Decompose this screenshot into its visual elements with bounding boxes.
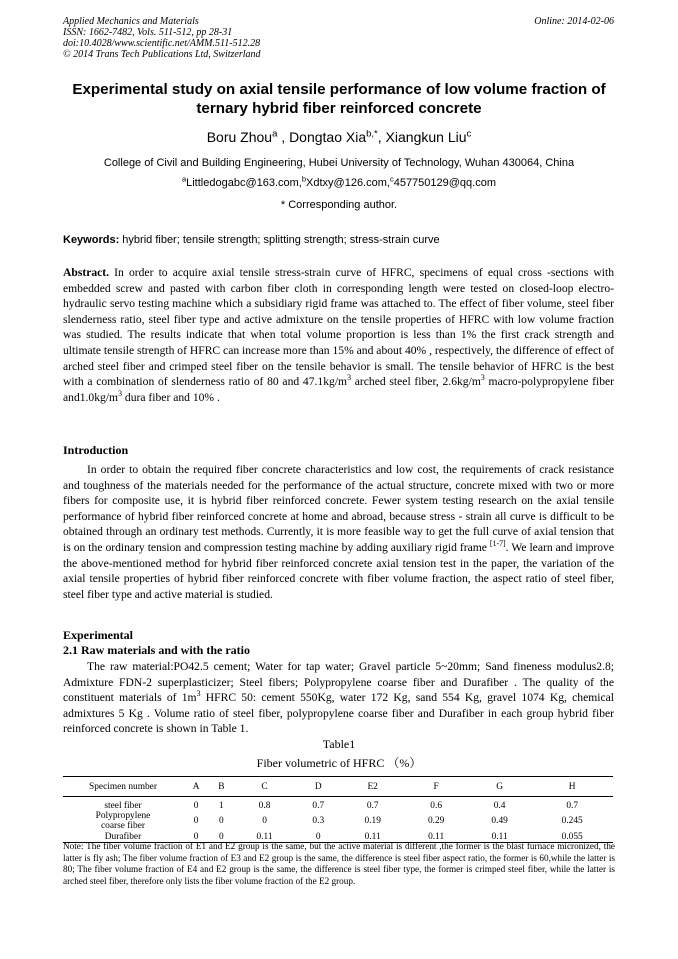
row-label: steel fiber	[104, 800, 142, 811]
superscript: 3	[196, 689, 201, 699]
table-cell: 0	[193, 831, 199, 842]
column-header: H	[568, 781, 576, 792]
citation: [1-7]	[489, 539, 506, 549]
email-superscript: a	[181, 174, 187, 184]
table-cell: 0.7	[566, 800, 579, 811]
abstract	[63, 265, 614, 405]
table-cell: 0.11	[364, 831, 381, 842]
table-cell: 0.11	[428, 831, 445, 842]
table-label: Table1	[322, 737, 356, 751]
table-cell: 0.11	[491, 831, 508, 842]
table-cell: 0.49	[491, 816, 508, 826]
keywords-text: hybrid fiber; tensile strength; splitting strength; stress-strain curve	[119, 234, 440, 246]
email-link[interactable]: 457750129@qq.com	[393, 177, 497, 189]
online-date: Online: 2014-02-06	[534, 16, 614, 27]
experimental-heading: Experimental	[63, 628, 133, 642]
experimental-text: The raw material:PO42.5 cement; Water for tap water; Gravel particle 5~20mm; Sand fineness modulus2.8; Admixture FDN-2 superplasticizer; Steel fibers; Polypropylene coarse fiber and Durafiber . The quality of the constituent materials of 1m	[63, 660, 614, 705]
experimental-paragraph	[63, 659, 614, 737]
table-cell: 0	[262, 816, 267, 826]
introduction-text: In order to obtain the required fiber concrete characteristics and low cost, the requirements of crack resistance and toughness of the materials needed for the performance of the actual structure, concrete mixed with two or more fibers for composite use, it is hybrid fiber reinforced concrete. Fewer system testing research on the axial tensile performance of hybrid fiber reinforced concrete at home and abroad, because stress - strain all curve is difficult to be obtained through an ordinary test methods. Currently, it is more feasible way to get the full curve of axial tension that is on the ordinary tension and compression testing machine by adding auxiliary rigid frame	[63, 463, 614, 554]
abstract-text: arched steel fiber, 2.6kg/m	[351, 375, 481, 389]
column-header: A	[192, 781, 200, 792]
author-superscript: b,*	[366, 128, 378, 140]
affiliation: College of Civil and Building Engineering, Hubei University of Technology, Wuhan 430064, China	[103, 157, 575, 169]
table-cell: 0.3	[312, 816, 325, 826]
paper-title: Experimental study on axial tensile performance of low volume fraction of ternary hybrid fiber reinforced concrete	[72, 81, 606, 117]
table-cell: 0	[193, 816, 199, 826]
author-name: Boru Zhou	[206, 129, 273, 145]
column-header: E2	[367, 781, 378, 792]
table-cell: 0	[193, 800, 199, 811]
row-label: Durafiber	[104, 831, 142, 842]
abstract-text: In order to acquire axial tensile stress-strain curve of HFRC, specimens of equal cross -sections with embedded screw and pasted with carbon fiber cloth in corresponding length were tested on closed-loop electro-hydraulic servo testing machine which a subsidiary rigid frame was attached to. The effect of fiber volume, steel fiber slenderness ratio, steel fiber type and active admixture on the tensile properties of HFRC with low volume fraction was studied. The results indicate that when total volume proportion is less than 1% the first crack strength and ultimate tensile strength of HFRC can increase more than 15% and about 40% , respectively, the difference of effect of arched steel fiber and crimped steel fiber on the tensile behavior is small. The tensile behavior of HFRC is the best with a combination of slenderness ratio of 80 and 47.1kg/m	[63, 266, 614, 389]
email-link[interactable]: Xdtxy@126.com,	[306, 177, 390, 189]
issn-line: ISSN: 1662-7482, Vols. 511-512, pp 28-31	[63, 27, 233, 38]
doi-line: doi:10.4028/www.scientific.net/AMM.511-512.28	[63, 38, 261, 49]
table-cell: 0.6	[430, 800, 442, 811]
experimental-text: HFRC 50: cement 550Kg, water 172 Kg, sand 554 Kg, gravel 1074 Kg, chemical admixtures 5 Kg . Volume ratio of steel fiber, polypropylene coarse fiber and Durafiber in each group hybrid fiber reinforced concrete is shown in Table 1.	[63, 691, 614, 736]
column-header: C	[261, 781, 268, 792]
table-cell: 0.19	[364, 816, 381, 826]
table-cell: 1	[219, 800, 224, 811]
superscript: 3	[347, 373, 351, 383]
introduction-heading: Introduction	[63, 443, 129, 457]
column-header: Specimen number	[89, 781, 157, 792]
table-cell: 0.055	[561, 831, 583, 842]
table-cell: 0	[315, 831, 321, 842]
abstract-text: dura fiber and 10% .	[122, 390, 220, 404]
email-superscript: b	[301, 174, 307, 184]
fiber-volume-table	[63, 776, 613, 843]
table-cell: 0	[219, 831, 224, 842]
email-superscript: c	[389, 174, 394, 184]
table-cell: 0	[219, 816, 224, 826]
journal-header	[63, 16, 261, 60]
table-cell: 0.7	[312, 800, 325, 811]
author-list	[63, 129, 615, 145]
table-note: Note: The fiber volume fraction of E1 and E2 group is the same, but the active material is different ,the former is the blast furnace micronized, the latter is fly ash; The fiber volume fraction of E3 and E2 group is the same, the difference is steel fiber aspect ratio, the former is 60,while the latter is 80; The fiber volume fraction of E4 and E2 group is the same, the difference is steel fiber type, the former is crimped steel fiber, while the latter is arched steel fiber, therefore only lists the fiber volume fraction of the E2 group.	[63, 841, 615, 886]
table-row	[63, 797, 613, 812]
column-header: D	[314, 781, 322, 792]
abstract-label: Abstract.	[63, 266, 110, 279]
table-cell: 0.7	[366, 800, 379, 811]
column-header: F	[433, 781, 439, 792]
abstract-text: macro-polypropylene fiber and1.0kg/m	[63, 375, 614, 404]
column-header: G	[496, 781, 503, 792]
table-row	[63, 811, 613, 831]
table-cell: 0.11	[256, 831, 273, 842]
author-emails	[63, 174, 615, 189]
journal-name: Applied Mechanics and Materials	[63, 16, 199, 27]
introduction-text: . We learn and improve the above-mentioned method for hybrid fiber reinforced concrete axial tension test in the paper, the variation of the axial tensile properties of hybrid fiber reinforced concrete with fiber volume fraction, the aspect ratio of steel fiber, steel fiber type and active material is studied.	[63, 540, 614, 601]
table-header-row	[63, 777, 613, 797]
keywords	[63, 234, 615, 246]
keywords-label: Keywords:	[63, 234, 120, 246]
raw-materials-subheading: 2.1 Raw materials and with the ratio	[63, 643, 250, 657]
author-name: Xiangkun Liu	[385, 129, 467, 145]
introduction-paragraph	[63, 462, 614, 602]
author-name: Dongtao Xia	[289, 129, 367, 145]
author-separator: ,	[277, 129, 290, 145]
corresponding-author-note: * Corresponding author.	[280, 199, 398, 211]
table-cell: 0.245	[561, 816, 583, 826]
table-cell: 0.8	[258, 800, 271, 811]
row-label: Polypropylene coarse fiber	[95, 811, 151, 831]
author-separator: ,	[377, 129, 386, 145]
copyright-line: © 2014 Trans Tech Publications Ltd, Switzerland	[63, 49, 261, 60]
column-header: B	[218, 781, 225, 792]
table-cell: 0.29	[427, 816, 445, 826]
superscript: 3	[118, 388, 123, 398]
email-link[interactable]: Littledogabc@163.com,	[186, 177, 302, 189]
author-superscript: a	[272, 128, 278, 140]
superscript: 3	[480, 373, 485, 383]
table-cell: 0.4	[493, 800, 506, 811]
author-superscript: c	[466, 128, 472, 140]
table-caption: Fiber volumetric of HFRC （%）	[256, 756, 422, 770]
